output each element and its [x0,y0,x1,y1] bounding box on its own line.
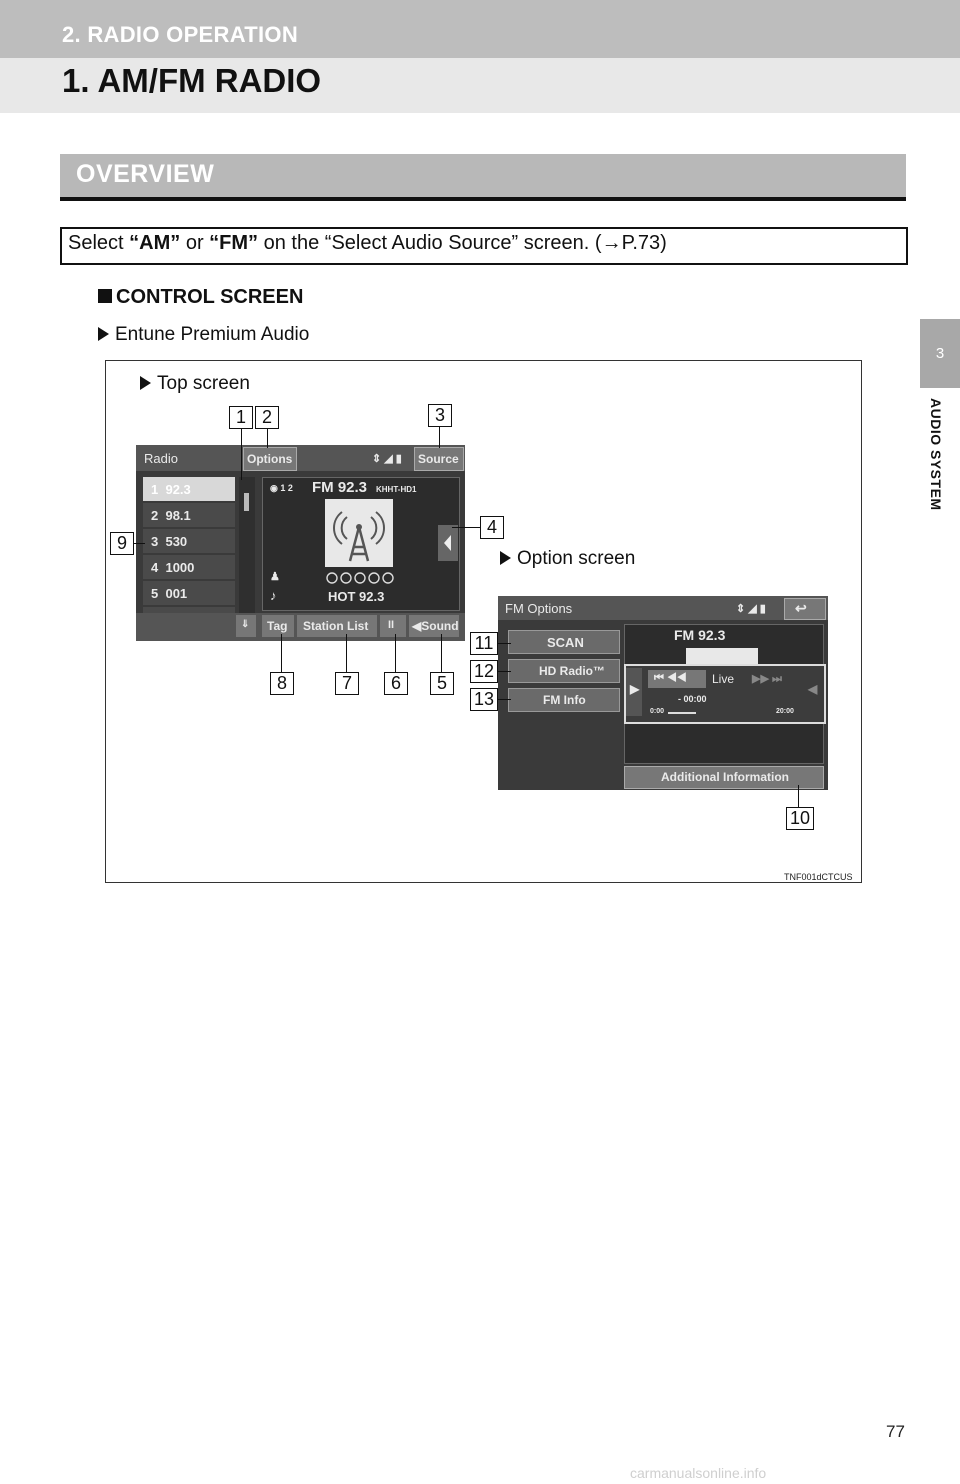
back-arrow-icon: ↩ [795,600,807,616]
watermark: carmanualsonline.info [630,1465,767,1481]
hd-radio-button[interactable] [508,659,620,683]
callout-12: 12 [470,660,498,683]
collapse-arrow-icon: ◀ [808,682,818,696]
overview-rule [60,197,906,201]
sound-button[interactable]: ◀Sound [409,615,459,637]
triangle-bullet-icon [140,376,151,390]
callout-2-line [267,428,268,448]
section-label: 2. RADIO OPERATION [62,22,299,47]
callout-8: 8 [270,672,294,695]
expand-arrow-button[interactable] [438,525,458,561]
callout-9: 9 [110,532,134,555]
callout-4-line [452,527,480,528]
source-label: Source [418,452,459,466]
tag-button[interactable] [262,615,294,637]
source-button[interactable] [414,447,464,471]
fm-options-title: FM Options [505,601,573,616]
callout-7-line [346,634,347,672]
preset-button[interactable]: 4 1000 [143,555,235,579]
triangle-bullet-icon [98,327,109,341]
option-screen [498,596,828,790]
callout-6-line [395,634,396,672]
additional-info-button[interactable] [624,766,824,789]
scroll-down-button[interactable]: ⇓ [236,615,256,637]
overview-title: OVERVIEW [76,160,215,188]
top-screen-label: Top screen [140,373,250,395]
timeshift-progress[interactable] [668,712,696,714]
fm-info-button[interactable] [508,688,620,712]
chapter-label: AUDIO SYSTEM [928,398,944,511]
preset-button[interactable]: 3 530 [143,529,235,553]
skip-back-buttons[interactable]: ⏮ ◀◀ [648,670,706,688]
back-button[interactable] [784,598,826,620]
skip-forward-buttons: ▶▶ ⏭ [752,673,782,685]
callout-12-line [497,671,511,672]
entune-subheading: Entune Premium Audio [98,324,309,346]
callout-13: 13 [470,688,498,711]
tag-label: Tag [267,619,288,633]
callout-11-line [497,643,511,644]
callout-5-line [441,634,442,672]
preset-button[interactable]: 1 92.3 [143,477,235,501]
pause-button[interactable] [380,615,406,637]
top-screen [136,445,465,641]
left-arrow-button[interactable]: ▶ [626,668,642,716]
time-offset: - 00:00 [678,694,707,704]
artist-icon: ♟ [270,571,280,583]
callout-8-line [281,634,282,672]
callout-13-line [497,699,511,700]
sound-label: Sound [421,619,459,633]
music-note-icon: ♪ [270,588,277,603]
hd-radio-label: HD Radio™ [539,664,605,678]
callout-5: 5 [430,672,454,695]
scan-button[interactable] [508,630,620,654]
scroll-thumb[interactable] [244,493,249,511]
station-id: KHHT-HD1 [376,485,417,494]
scan-label: SCAN [547,635,584,650]
callout-1-line [241,428,242,480]
time-end: 20:00 [776,708,794,715]
status-icons: ⇕ ◢ ▮ [372,453,402,465]
callout-3: 3 [428,404,452,427]
station-frequency: FM 92.3 [312,479,368,496]
live-label: Live [712,672,735,686]
page-title: 1. AM/FM RADIO [62,62,322,99]
control-screen-heading: CONTROL SCREEN [98,286,303,309]
pause-label: II [388,619,395,631]
station-list-button[interactable] [297,615,377,637]
options-button[interactable] [243,447,297,471]
time-start: 0:00 [650,708,665,715]
callout-4: 4 [480,516,504,539]
rating-circles [326,571,398,590]
callout-3-line [439,426,440,448]
callout-7: 7 [335,672,359,695]
callout-2: 2 [255,406,279,429]
chapter-tab: 3 [920,319,960,388]
station-list-label: Station List [303,619,369,633]
callout-9-line [133,543,145,544]
option-station-frequency: FM 92.3 [674,627,726,643]
preset-button[interactable]: 5 001 [143,581,235,605]
radio-tower-icon [325,499,393,567]
preset-button[interactable]: 2 98.1 [143,503,235,527]
hd-channel: ◉ 1 2 [270,483,293,493]
instruction-text: Select “AM” or “FM” on the “Select Audio Source” screen. (→P.73) [68,232,667,254]
figure-code: TNF001dCTCUS [784,872,853,882]
triangle-bullet-icon [500,551,511,565]
option-screen-label: Option screen [500,548,635,570]
callout-10: 10 [786,807,814,830]
song-title: HOT 92.3 [328,589,385,604]
callout-1: 1 [229,406,253,429]
page-number: 77 [886,1422,905,1441]
status-icons: ⇕ ◢ ▮ [736,603,766,615]
additional-info-label: Additional Information [661,770,789,784]
callout-11: 11 [470,632,498,655]
fm-info-label: FM Info [543,693,586,707]
square-bullet-icon [98,289,112,303]
callout-10-line [798,785,799,807]
radio-title: Radio [144,451,178,466]
options-label: Options [247,452,293,466]
callout-6: 6 [384,672,408,695]
